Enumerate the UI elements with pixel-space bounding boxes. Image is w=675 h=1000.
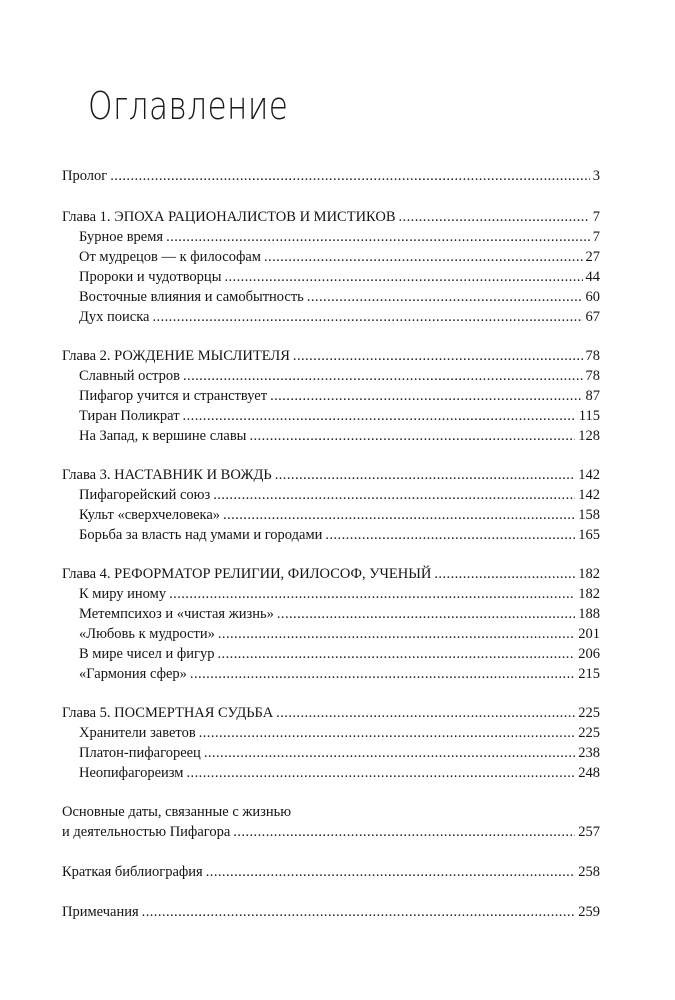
dot-leader bbox=[264, 247, 583, 267]
toc-entry-label: От мудрецов — к философам bbox=[79, 249, 261, 265]
toc-entry-section[interactable] bbox=[0, 644, 675, 664]
toc-page-number: 238 bbox=[578, 745, 600, 761]
dot-leader bbox=[218, 624, 575, 644]
toc-page-number: 225 bbox=[578, 705, 600, 721]
toc-chapter-label: Глава 1. ЭПОХА РАЦИОНАЛИСТОВ И МИСТИКОВ bbox=[62, 209, 396, 225]
toc-page-number: 259 bbox=[578, 904, 600, 920]
toc-page-number: 225 bbox=[578, 725, 600, 741]
toc-page-number: 44 bbox=[585, 269, 600, 285]
toc-entry-section[interactable] bbox=[0, 664, 675, 684]
toc-entry-chapter-3[interactable] bbox=[0, 465, 675, 485]
toc-entry-bibliography[interactable] bbox=[0, 862, 675, 882]
dot-leader bbox=[270, 386, 582, 406]
toc-page-number: 67 bbox=[585, 309, 600, 325]
toc-entry-section[interactable] bbox=[0, 624, 675, 644]
dot-leader bbox=[187, 763, 576, 783]
toc-page-number: 78 bbox=[585, 368, 600, 384]
toc-page-number: 257 bbox=[578, 824, 600, 840]
toc-page-number: 78 bbox=[585, 348, 600, 364]
toc-page-number: 87 bbox=[585, 388, 600, 404]
toc-entry-prologue[interactable] bbox=[0, 166, 675, 186]
dot-leader bbox=[293, 346, 583, 366]
dot-leader bbox=[199, 723, 576, 743]
toc-entry-label: Пророки и чудотворцы bbox=[79, 269, 222, 285]
toc-entry-label: Примечания bbox=[62, 904, 139, 920]
toc-entry-dates-line1: Основные даты, связанные с жизнью bbox=[62, 804, 292, 820]
toc-page-number: 182 bbox=[578, 586, 600, 602]
dot-leader bbox=[249, 426, 575, 446]
toc-entry-label: Борьба за власть над умами и городами bbox=[79, 527, 323, 543]
toc-page-number: 248 bbox=[578, 765, 600, 781]
toc-entry-label: Восточные влияния и самобытность bbox=[79, 289, 304, 305]
toc-page-number: 60 bbox=[585, 289, 600, 305]
dot-leader bbox=[233, 822, 575, 842]
toc-entry-section[interactable] bbox=[0, 267, 675, 287]
dot-leader bbox=[142, 902, 576, 922]
toc-entry-section[interactable] bbox=[0, 604, 675, 624]
toc-entry-label: Славный остров bbox=[79, 368, 180, 384]
toc-entry-label: В мире чисел и фигур bbox=[79, 646, 215, 662]
dot-leader bbox=[275, 465, 576, 485]
toc-entry-section[interactable] bbox=[0, 505, 675, 525]
toc-page-number: 188 bbox=[578, 606, 600, 622]
toc-entry-label: «Гармония сфер» bbox=[79, 666, 187, 682]
toc-entry-section[interactable] bbox=[0, 723, 675, 743]
toc-entry-label: Пролог bbox=[62, 168, 108, 184]
toc-page-number: 182 bbox=[578, 566, 600, 582]
toc-page-number: 258 bbox=[578, 864, 600, 880]
toc-entry-section[interactable] bbox=[0, 525, 675, 545]
dot-leader bbox=[213, 485, 575, 505]
toc-page-number: 215 bbox=[578, 666, 600, 682]
toc-entry-label: Бурное время bbox=[79, 229, 164, 245]
dot-leader bbox=[325, 525, 575, 545]
toc-chapter-label: Глава 4. РЕФОРМАТОР РЕЛИГИИ, ФИЛОСОФ, УЧЕНЫЙ bbox=[62, 566, 432, 582]
toc-entry-label: Пифагорейский союз bbox=[79, 487, 211, 503]
toc-page-number: 206 bbox=[578, 646, 600, 662]
toc-entry-label: и деятельностью Пифагора bbox=[62, 824, 231, 840]
toc-entry-section[interactable] bbox=[0, 287, 675, 307]
toc-entry-label: Краткая библиография bbox=[62, 864, 203, 880]
dot-leader bbox=[223, 505, 575, 525]
toc-page-number: 128 bbox=[578, 428, 600, 444]
toc-entry-label: Тиран Поликрат bbox=[79, 408, 180, 424]
toc-entry-section[interactable] bbox=[0, 227, 675, 247]
toc-entry-section[interactable] bbox=[0, 584, 675, 604]
toc-entry-label: Дух поиска bbox=[79, 309, 150, 325]
dot-leader bbox=[218, 644, 576, 664]
dot-leader bbox=[224, 267, 582, 287]
toc-entry-section[interactable] bbox=[0, 247, 675, 267]
toc-page-number: 142 bbox=[578, 467, 600, 483]
toc-entry-notes[interactable] bbox=[0, 902, 675, 922]
toc-entry-label: Платон-пифагореец bbox=[79, 745, 201, 761]
toc-entry-section[interactable] bbox=[0, 426, 675, 446]
toc-entry-section[interactable] bbox=[0, 406, 675, 426]
toc-entry-section[interactable] bbox=[0, 386, 675, 406]
toc-entry-chapter-2[interactable] bbox=[0, 346, 675, 366]
toc-entry-label: Культ «сверхчеловека» bbox=[79, 507, 221, 523]
toc-page-number: 142 bbox=[578, 487, 600, 503]
dot-leader bbox=[183, 406, 576, 426]
toc-entry-chapter-4[interactable] bbox=[0, 564, 675, 584]
dot-leader bbox=[206, 862, 576, 882]
toc-page-number: 165 bbox=[578, 527, 600, 543]
toc-page-number: 158 bbox=[578, 507, 600, 523]
toc-entry-label: «Любовь к мудрости» bbox=[79, 626, 215, 642]
dot-leader bbox=[277, 604, 575, 624]
toc-entry-chapter-5[interactable] bbox=[0, 703, 675, 723]
toc-entry-chapter-1[interactable] bbox=[0, 207, 675, 227]
toc-entry-label: На Запад, к вершине славы bbox=[79, 428, 247, 444]
dot-leader bbox=[152, 307, 582, 327]
dot-leader bbox=[276, 703, 575, 723]
toc-chapter-label: Глава 3. НАСТАВНИК И ВОЖДЬ bbox=[62, 467, 272, 483]
toc-entry-label: Хранители заветов bbox=[79, 725, 196, 741]
toc-entry-section[interactable] bbox=[0, 743, 675, 763]
dot-leader bbox=[166, 227, 590, 247]
dot-leader bbox=[190, 664, 575, 684]
dot-leader bbox=[183, 366, 583, 386]
dot-leader bbox=[399, 207, 590, 227]
toc-page-number: 3 bbox=[592, 168, 600, 184]
dot-leader bbox=[110, 166, 590, 186]
page-title: Оглавление bbox=[88, 84, 289, 128]
toc-entry-dates[interactable] bbox=[0, 822, 675, 842]
dot-leader bbox=[204, 743, 575, 763]
toc-entry-section[interactable] bbox=[0, 366, 675, 386]
toc-entry-label: Метемпсихоз и «чистая жизнь» bbox=[79, 606, 274, 622]
toc-page-number: 115 bbox=[578, 408, 600, 424]
toc-entry-section[interactable] bbox=[0, 763, 675, 783]
toc-page-number: 7 bbox=[592, 229, 600, 245]
toc-page-number: 27 bbox=[585, 249, 600, 265]
toc-entry-label: Пифагор учится и странствует bbox=[79, 388, 268, 404]
toc-page-number: 201 bbox=[578, 626, 600, 642]
dot-leader bbox=[169, 584, 575, 604]
dot-leader bbox=[434, 564, 575, 584]
toc-entry-section[interactable] bbox=[0, 485, 675, 505]
toc-chapter-label: Глава 2. РОЖДЕНИЕ МЫСЛИТЕЛЯ bbox=[62, 348, 290, 364]
toc-entry-label: К миру иному bbox=[79, 586, 167, 602]
toc-page-number: 7 bbox=[592, 209, 600, 225]
dot-leader bbox=[307, 287, 583, 307]
toc-chapter-label: Глава 5. ПОСМЕРТНАЯ СУДЬБА bbox=[62, 705, 274, 721]
toc-entry-label: Неопифагореизм bbox=[79, 765, 184, 781]
toc-entry-section[interactable] bbox=[0, 307, 675, 327]
